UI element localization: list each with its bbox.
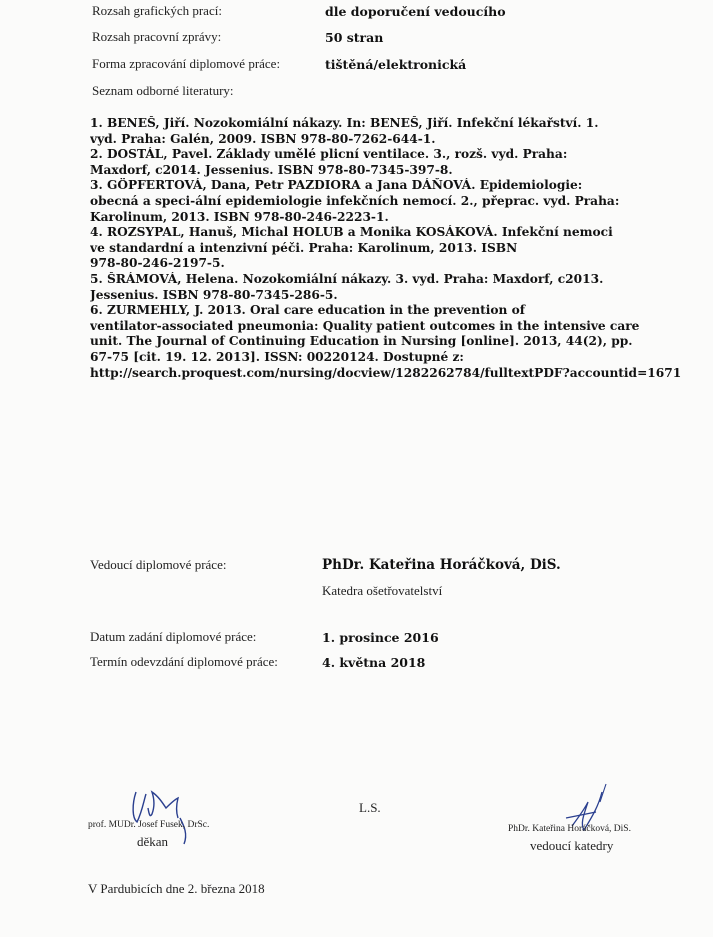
reference-line: unit. The Journal of Continuing Education in Nursing [online]. 2013, 44(2), pp. <box>90 334 633 349</box>
reference-line: 1. BENEŠ, Jiří. Nozokomiální nákazy. In: BENEŠ, Jiří. Infekční lékařství. 1. <box>90 116 599 130</box>
reference-line: Karolinum, 2013. ISBN 978-80-246-2223-1. <box>90 209 389 224</box>
reference-line: 978-80-246-2197-5. <box>90 256 225 271</box>
reference-line: 5. ŠRÁMOVÁ, Helena. Nozokomiální nákazy. 3. vyd. Praha: Maxdorf, c2013. <box>90 271 604 286</box>
reference-line: obecná a speci-ální epidemiologie infekčních nemocí. 2., přeprac. vyd. Praha: <box>90 193 620 208</box>
literature-heading: Seznam odborné literatury: <box>92 83 234 98</box>
graphic-scope-label: Rozsah grafických prací: <box>92 3 222 18</box>
head-name: PhDr. Kateřina Horáčková, DiS. <box>508 824 631 834</box>
supervisor-department: Katedra ošetřovatelství <box>322 583 443 598</box>
reference-line: 3. GÖPFERTOVÁ, Dana, Petr PAZDIORA a Jana DÁŇOVÁ. Epidemiologie: <box>90 178 583 193</box>
assigned-date-value: 1. prosince 2016 <box>322 630 439 645</box>
reference-line: http://search.proquest.com/nursing/docview/1282262784/fulltextPDF?accountid=1671 <box>90 365 682 380</box>
report-scope-value: 50 stran <box>325 30 384 45</box>
form-value: tištěná/elektronická <box>325 57 467 72</box>
reference-line: 6. ZURMEHLY, J. 2013. Oral care education in the prevention of <box>90 303 525 318</box>
supervisor-name: PhDr. Kateřina Horáčková, DiS. <box>322 557 561 573</box>
head-title: vedoucí katedry <box>530 838 614 853</box>
graphic-scope-value: dle doporučení vedoucího <box>325 4 506 19</box>
seal-mark: L.S. <box>359 800 381 815</box>
form-label: Forma zpracování diplomové práce: <box>92 56 281 71</box>
footer-place-date: V Pardubicích dne 2. března 2018 <box>88 881 265 896</box>
report-scope-label: Rozsah pracovní zprávy: <box>92 29 222 44</box>
reference-line: 67-75 [cit. 19. 12. 2013]. ISSN: 00220124. Dostupné z: <box>90 349 464 364</box>
reference-line: 2. DOSTÁL, Pavel. Základy umělé plicní ventilace. 3., rozš. vyd. Praha: <box>90 147 568 162</box>
assigned-date-label: Datum zadání diplomové práce: <box>90 629 257 644</box>
due-date-label: Termín odevzdání diplomové práce: <box>90 654 278 669</box>
reference-line: Jessenius. ISBN 978-80-7345-286-5. <box>90 287 338 302</box>
reference-line: ve standardní a intenzivní péči. Praha: Karolinum, 2013. ISBN <box>90 240 518 255</box>
due-date-value: 4. května 2018 <box>322 655 426 670</box>
reference-line: vyd. Praha: Galén, 2009. ISBN 978-80-7262-644-1. <box>90 131 436 146</box>
dean-title: děkan <box>137 834 169 849</box>
supervisor-label: Vedoucí diplomové práce: <box>90 557 227 572</box>
reference-list <box>90 116 713 381</box>
dean-name: prof. MUDr. Josef Fusek, DrSc. <box>88 820 210 830</box>
reference-line: 4. ROZSYPAL, Hanuš, Michal HOLUB a Monika KOSÁKOVÁ. Infekční nemoci <box>90 225 613 240</box>
reference-line: Maxdorf, c2014. Jessenius. ISBN 978-80-7345-397-8. <box>90 162 453 177</box>
reference-line: ventilator-associated pneumonia: Quality patient outcomes in the intensive care <box>90 318 640 333</box>
